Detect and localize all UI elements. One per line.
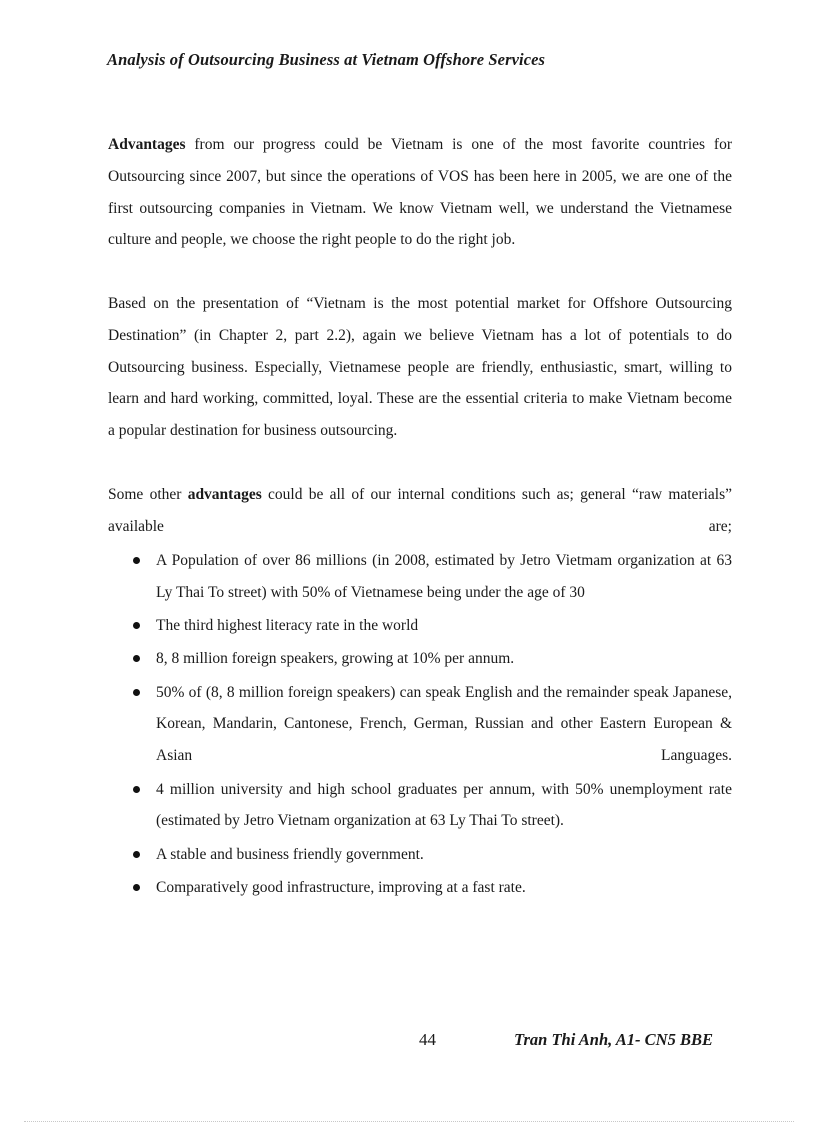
list-item-text: The third highest literacy rate in the world	[156, 617, 419, 635]
bullet-icon	[133, 786, 140, 793]
paragraph-prefix: Some other	[108, 486, 188, 503]
bullet-icon	[133, 557, 140, 564]
running-header: Analysis of Outsourcing Business at Vietnam Offshore Services	[107, 50, 546, 69]
list-item	[108, 545, 732, 609]
list-item	[108, 872, 732, 904]
footer-author: Tran Thi Anh, A1- CN5 BBE	[514, 1030, 713, 1049]
paragraph-other-advantages	[108, 479, 732, 543]
paragraph-text: from our progress could be Vietnam is one of the most favorite countries for Outsourcing since 2007, but since the operations of VOS has been here in 2005, we are one of the first outsourcing companies in Vietnam. We know Vietnam well, we understand the Vietnamese culture and people, we choose the right people to do the right job.	[108, 136, 732, 249]
list-item-text: 4 million university and high school graduates per annum, with 50% unemployment rate (estimated by Jetro Vietnam organization at 63 Ly Thai To street).	[156, 780, 732, 830]
list-item	[108, 839, 732, 871]
bullet-icon	[133, 851, 140, 858]
paragraph-presentation	[108, 288, 732, 447]
list-item-text: Comparatively good infrastructure, improving at a fast rate.	[156, 878, 526, 896]
list-item-text: A stable and business friendly government.	[156, 845, 424, 863]
paragraph-suffix: could be all of our internal conditions such as; general “raw materials” available are;	[108, 486, 733, 535]
paragraph-bold-word: advantages	[187, 486, 262, 503]
footer-divider	[24, 1121, 794, 1122]
list-item	[108, 643, 732, 675]
bullet-icon	[133, 655, 140, 662]
bullet-icon	[133, 689, 140, 696]
list-item-text: 8, 8 million foreign speakers, growing at 10% per annum.	[156, 650, 515, 668]
bullet-icon	[133, 622, 140, 629]
bullet-icon	[133, 884, 140, 891]
paragraph-advantages	[108, 129, 732, 256]
list-item	[108, 774, 732, 838]
list-item	[108, 610, 732, 642]
advantages-list	[108, 545, 732, 905]
page-number: 44	[419, 1030, 436, 1049]
list-item-text: A Population of over 86 millions (in 2008, estimated by Jetro Vietmam organization at 63 Ly Thai To street) with 50% of Vietnamese being under the age of 30	[156, 552, 732, 601]
paragraph-text: Based on the presentation of “Vietnam is the most potential market for Offshore Outsourcing Destination” (in Chapter 2, part 2.2), again we believe Vietnam has a lot of potentials to do Outsourcing business. Especially, Vietnamese people are friendly, enthusiastic, smart, willing to learn and hard working, committed, loyal. These are the essential criteria to make Vietnam become a popular destination for business outsourcing.	[108, 295, 732, 440]
paragraph-bold-lead: Advantages	[108, 136, 186, 153]
list-item-text: 50% of (8, 8 million foreign speakers) can speak English and the remainder speak Japanese, Korean, Mandarin, Cantonese, French, German, Russian and other Eastern European & Asian Languages.	[156, 683, 732, 765]
list-item	[108, 677, 732, 772]
